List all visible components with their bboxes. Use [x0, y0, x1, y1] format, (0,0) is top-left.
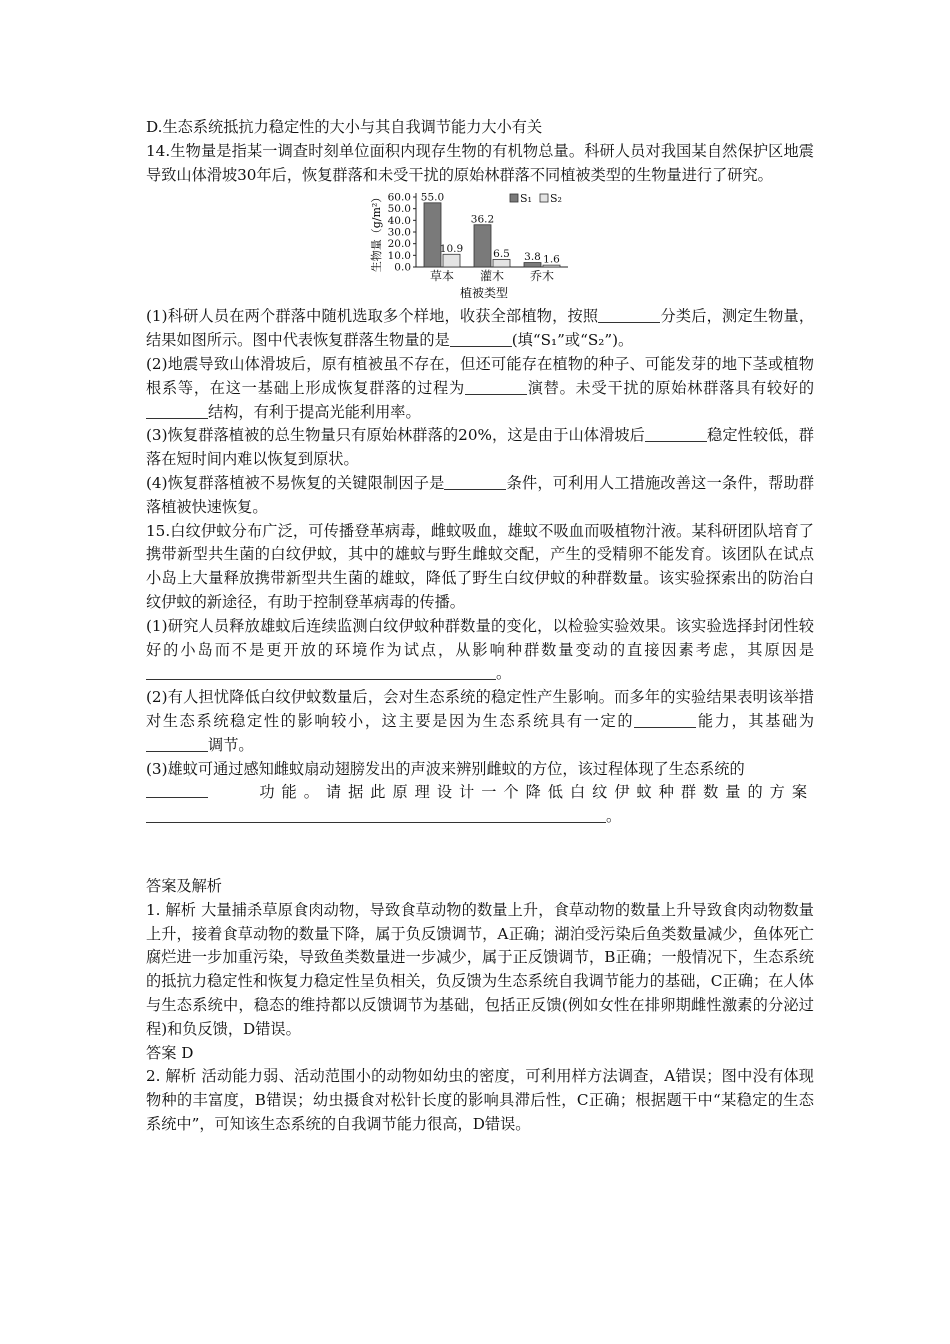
q15-stem: 15.白纹伊蚊分布广泛，可传播登革病毒，雌蚊吸血，雄蚊不吸血而吸植物汁液。某科研团队培育了携带新型共生菌的白纹伊蚊，其中的雄蚊与野生雌蚊交配，产生的受精卵不能发育。该团队在试点小岛上大量释放携带新型共生菌的雄蚊，降低了野生白纹伊蚊的种群数量。该实验探索出的防治白纹伊蚊的新途径，有助于控制登革病毒的传播。: [146, 521, 814, 611]
q15-part3-text-a: (3)雄蚊可通过感知雌蚊扇动翅膀发出的声波来辨别雌蚊的方位，该过程体现了生态系统的: [146, 759, 745, 778]
answer-2-analysis: 2. 解析 活动能力弱、活动范围小的动物如幼虫的密度，可利用样方法调查，A错误；图中没有体现物种的丰富度，B错误；幼虫摄食对松针长度的影响具滞后性，C正确；根据题干中“某稳定的生态系统中”，可知该生态系统的自我调节能力很高，D错误。: [146, 1067, 814, 1133]
answer-blank[interactable]: [146, 735, 208, 752]
q15-part2: [146, 686, 814, 757]
q15-part3: [146, 758, 814, 782]
q14-part1: [146, 305, 814, 353]
q15-part3-line3: [146, 805, 814, 829]
answer-1: 答案 D: [146, 1043, 194, 1062]
q14-part4-text-b: 条件，可利用人工措施改善这一条件，帮助群落植被快速恢复。: [146, 473, 815, 516]
bar-s2: [443, 255, 460, 268]
q14-part1-text-c: (填“S₁”或“S₂”)。: [511, 331, 634, 350]
q14-part3: [146, 424, 814, 472]
y-tick-label: 40.0: [387, 215, 411, 228]
answer-blank[interactable]: [465, 378, 527, 395]
x-tick-label: 草本: [429, 269, 455, 284]
legend-label: S₂: [550, 192, 562, 206]
answer-blank[interactable]: [634, 711, 696, 728]
q14-part1-text-b: 分类后，测定生物量，结果如图所示。图中代表恢复群落生物量的是: [146, 307, 815, 350]
q15-part3-line2: [146, 781, 814, 805]
y-tick-label: 60.0: [387, 191, 411, 204]
bar-s1: [474, 225, 491, 267]
answer-blank[interactable]: [645, 425, 707, 442]
q14-part2-text-b: 演替。未受干扰的原始林群落具有较好的: [526, 378, 815, 397]
answer-blank[interactable]: [146, 781, 208, 798]
biomass-bar-chart-svg: [368, 187, 608, 305]
q15-part1-end: 。: [496, 664, 512, 683]
legend-swatch-s1: [510, 194, 518, 202]
x-tick-label: 乔木: [529, 269, 555, 284]
document-page: [146, 116, 814, 1137]
legend-swatch-s2: [540, 194, 548, 202]
answer-blank[interactable]: [450, 330, 512, 347]
answer-blank[interactable]: [598, 306, 660, 323]
bar-s1: [424, 203, 441, 267]
q14-part2-text-a: (2)地震导致山体滑坡后，原有植被虽不存在，但还可能存在植物的种子、可能发芽的地下茎或植物根系等，在这一基础上形成恢复群落的过程为: [146, 354, 814, 397]
q15-part3-end: 。: [606, 807, 622, 826]
answer-1-analysis: 1. 解析 大量捕杀草原食肉动物，导致食草动物的数量上升，食草动物的数量上升导致食肉动物数量上升，接着食草动物的数量下降，属于负反馈调节，A正确；湖泊受污染后鱼类数量减少，鱼体死亡腐烂进一步加重污染，导致鱼类数量进一步减少，属于正反馈调节，B正确；一般情况下，生态系统的抵抗力稳定性和恢复力稳定性呈负相关，负反馈为生态系统自我调节能力的基础，C正确；在人体与生态系统中，稳态的维持都以反馈调节为基础，包括正反馈(例如女性在排卵期雌性激素的分泌过程)和负反馈，D错误。: [146, 900, 814, 1038]
y-axis-label: 生物量（g/m²）: [370, 192, 383, 273]
answer-blank[interactable]: [444, 473, 506, 490]
biomass-chart: [146, 187, 814, 305]
data-label: 3.8: [524, 251, 541, 264]
q14-part3-text-b: 稳定性较低，群落在短时间内难以恢复到原状。: [146, 426, 814, 469]
data-label: 1.6: [543, 254, 560, 267]
bar-s2: [493, 260, 510, 268]
bar-s1: [524, 263, 541, 267]
q15-part3-text-b: 功能。请据此原理设计一个降低白纹伊蚊种群数量的方案: [259, 783, 814, 802]
x-axis-label: 植被类型: [459, 286, 509, 301]
answer-blank[interactable]: [146, 663, 496, 680]
data-label: 10.9: [439, 243, 464, 256]
q14-part1-text-a: (1)科研人员在两个群落中随机选取多个样地，收获全部植物，按照: [146, 307, 599, 326]
y-tick-label: 20.0: [387, 238, 411, 251]
q15-part2-text-c: 调节。: [208, 735, 254, 754]
y-tick-label: 0.0: [394, 261, 411, 274]
data-label: 55.0: [420, 191, 445, 204]
q15-part1: [146, 615, 814, 686]
data-label: 36.2: [470, 213, 495, 226]
section-gap: [146, 829, 814, 875]
data-label: 6.5: [493, 248, 510, 261]
q15-part1-text: (1)研究人员释放雄蚊后连续监测白纹伊蚊种群数量的变化，以检验实验效果。该实验选择封闭性较好的小岛而不是更开放的环境作为试点，从影响种群数量变动的直接因素考虑，其原因是: [146, 616, 814, 659]
q14-part3-text-a: (3)恢复群落植被的总生物量只有原始林群落的20%，这是由于山体滑坡后: [146, 426, 645, 445]
x-tick-label: 灌木: [479, 269, 505, 284]
y-tick-label: 10.0: [387, 250, 411, 263]
q14-part4-text-a: (4)恢复群落植被不易恢复的关键限制因子是: [146, 473, 445, 492]
q14-part4: [146, 472, 814, 520]
y-tick-label: 50.0: [387, 203, 411, 216]
legend-label: S₁: [520, 192, 532, 206]
q15-part2-text-b: 能力，其基础为: [696, 711, 815, 730]
answer-blank[interactable]: [146, 402, 208, 419]
q14-stem: 14.生物量是指某一调查时刻单位面积内现存生物的有机物总量。科研人员对我国某自然保护区地震导致山体滑坡30年后，恢复群落和未受干扰的原始林群落不同植被类型的生物量进行了研究。: [146, 141, 814, 184]
q13-option-d: D.生态系统抵抗力稳定性的大小与其自我调节能力大小有关: [146, 118, 543, 136]
q14-part2: [146, 353, 814, 424]
q14-part2-text-c: 结构，有利于提高光能利用率。: [208, 402, 421, 421]
q15-part2-text-a: (2)有人担忧降低白纹伊蚊数量后，会对生态系统的稳定性产生影响。而多年的实验结果表明该举措对生态系统稳定性的影响较小，这主要是因为生态系统具有一定的: [146, 688, 814, 730]
y-tick-label: 30.0: [387, 226, 411, 239]
answers-heading: 答案及解析: [146, 876, 222, 895]
answer-blank[interactable]: [146, 806, 606, 823]
